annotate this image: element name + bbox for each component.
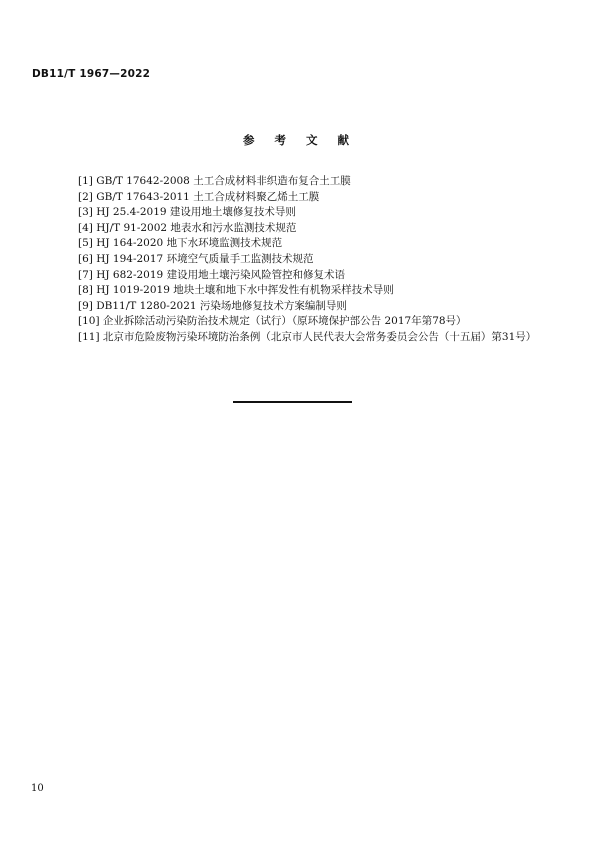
end-rule-divider: [233, 401, 352, 403]
reference-item: [6] HJ 194-2017 环境空气质量手工监测技术规范: [78, 252, 314, 265]
reference-item: [10] 企业拆除活动污染防治技术规定（试行）（原环境保护部公告 2017年第78号）: [78, 315, 467, 328]
reference-item: [1] GB/T 17642-2008 土工合成材料非织造布复合土工膜: [78, 175, 351, 187]
reference-item: [7] HJ 682-2019 建设用地土壤污染风险管控和修复术语: [78, 268, 346, 281]
reference-item: [5] HJ 164-2020 地下水环境监测技术规范: [78, 237, 283, 250]
reference-item: [4] HJ/T 91-2002 地表水和污水监测技术规范: [78, 221, 297, 234]
reference-list: [78, 174, 536, 346]
reference-item: [3] HJ 25.4-2019 建设用地土壤修复技术导则: [78, 206, 296, 219]
reference-item: [8] HJ 1019-2019 地块土壤和地下水中挥发性有机物采样技术导则: [78, 284, 394, 297]
reference-item: [11] 北京市危险废物污染环境防治条例（北京市人民代表大会常务委员会公告（十五届）第31号）: [78, 330, 537, 343]
reference-item: [2] GB/T 17643-2011 土工合成材料聚乙烯土工膜: [78, 190, 320, 203]
page-number: 10: [31, 783, 44, 794]
standard-code-header: DB11/T 1967—2022: [32, 68, 151, 80]
page-title: 参 考 文 献: [242, 133, 357, 147]
reference-item: [9] DB11/T 1280-2021 污染场地修复技术方案编制导则: [78, 299, 347, 312]
